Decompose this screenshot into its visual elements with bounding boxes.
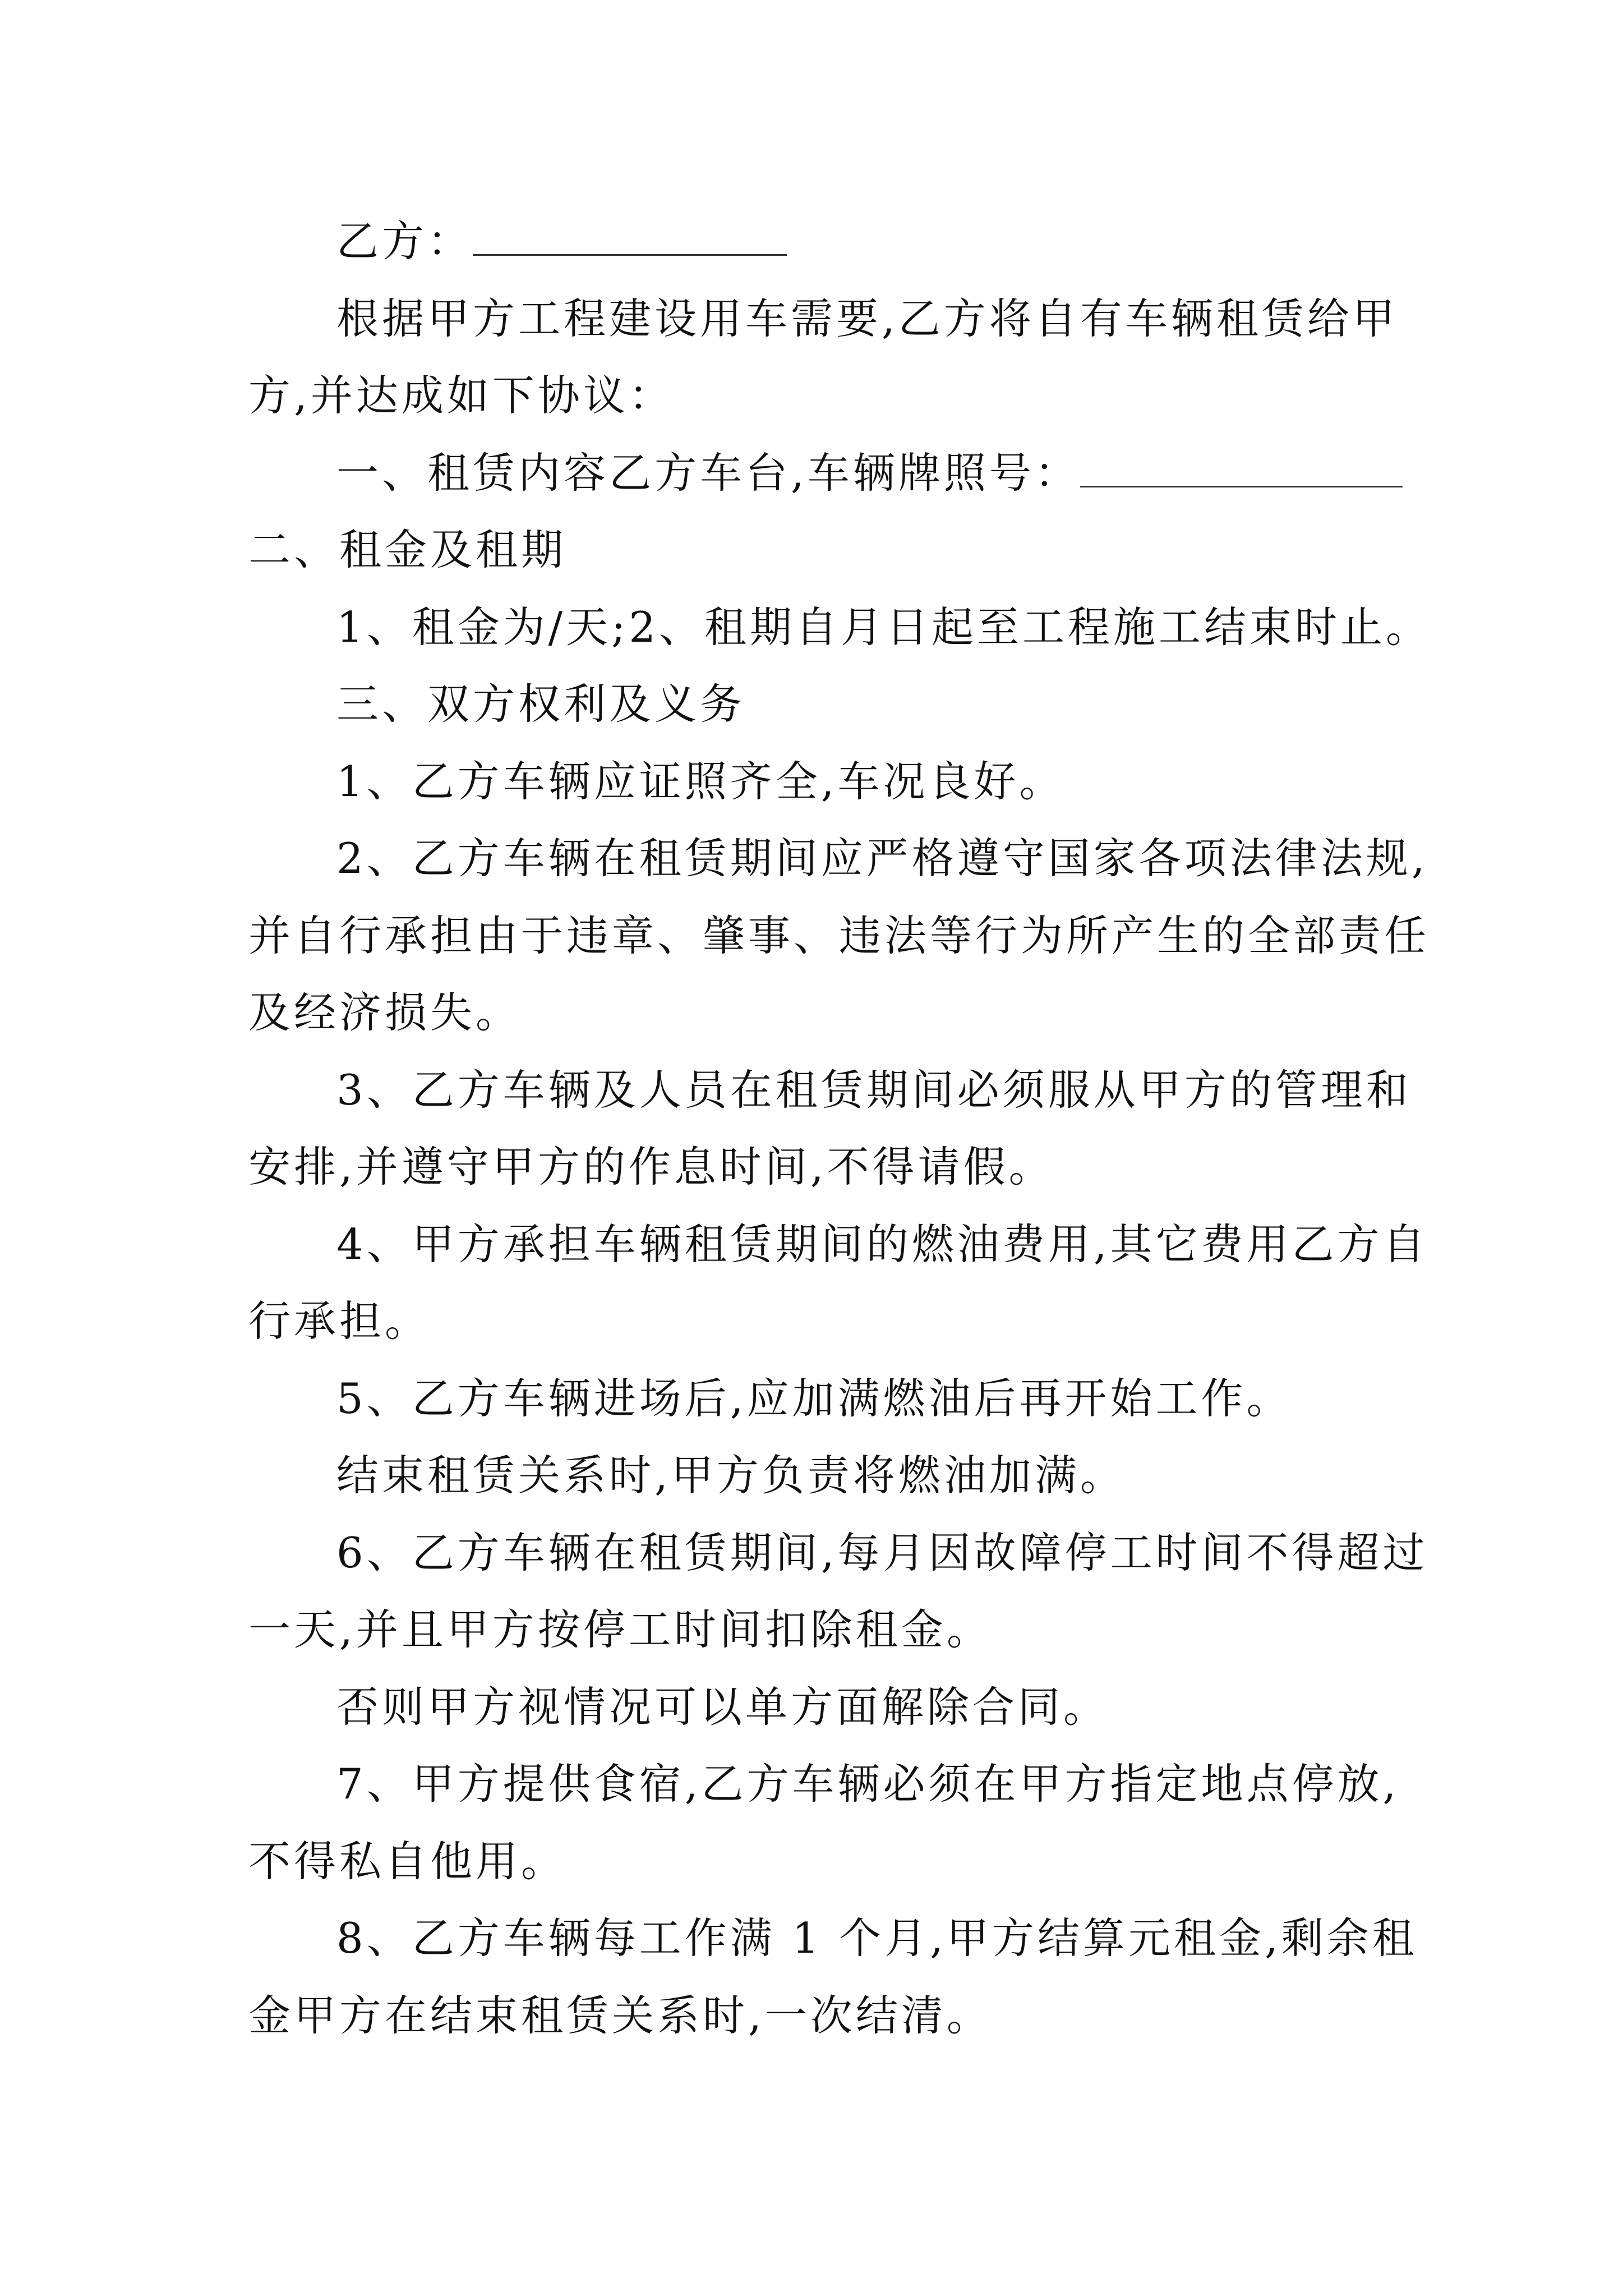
- party-b-line: [336, 216, 1486, 266]
- clause6-line-1: 6、乙方车辆在租赁期间,每月因故障停工时间不得超过: [336, 1528, 1428, 1577]
- clause2-line-1: 2、乙方车辆在租赁期间应严格遵守国家各项法律法规,: [336, 834, 1428, 883]
- section2-item: 1、租金为/天;2、租期自月日起至工程施工结束时止。: [336, 602, 1431, 652]
- clause3-line-1: 3、乙方车辆及人员在租赁期间必须服从甲方的管理和: [336, 1065, 1412, 1115]
- intro-line-1: 根据甲方工程建设用车需要,乙方将自有车辆租赁给甲: [336, 294, 1398, 343]
- clause7-line-1: 7、甲方提供食宿,乙方车辆必须在甲方指定地点停放,: [336, 1759, 1400, 1809]
- clause4-line-1: 4、甲方承担车辆租赁期间的燃油费用,其它费用乙方自: [336, 1220, 1428, 1269]
- section1-line: [336, 448, 1486, 498]
- clause6-line-2: 一天,并且甲方按停工时间扣除租金。: [248, 1605, 992, 1654]
- section2-heading: 二、租金及租期: [248, 525, 567, 574]
- clause2-line-3: 及经济损失。: [248, 988, 522, 1037]
- clause3-line-2: 安排,并遵守甲方的作息时间,不得请假。: [248, 1142, 1054, 1191]
- intro-line-2: 方,并达成如下协议：: [248, 371, 674, 420]
- clause5-line-2: 结束租赁关系时,甲方负责将燃油加满。: [336, 1451, 1126, 1500]
- clause2-line-2: 并自行承担由于违章、肇事、违法等行为所产生的全部责任: [248, 911, 1430, 960]
- clause8-line-2: 金甲方在结束租赁关系时,一次结清。: [248, 1991, 992, 2040]
- clause5-line-1: 5、乙方车辆进场后,应加满燃油后再开始工作。: [336, 1374, 1292, 1423]
- party-b-blank-field: [473, 232, 787, 256]
- clause6-line-3: 否则甲方视情况可以单方面解除合同。: [336, 1682, 1109, 1732]
- clause1: 1、乙方车辆应证照齐全,车况良好。: [336, 757, 1065, 806]
- section3-heading: 三、双方权利及义务: [336, 679, 746, 729]
- clause4-line-2: 行承担。: [248, 1296, 431, 1346]
- license-plate-blank-field: [1080, 463, 1403, 487]
- clause7-line-2: 不得私自他用。: [248, 1837, 567, 1886]
- section1-text: 一、租赁内容乙方车台,车辆牌照号：: [336, 448, 1080, 498]
- party-b-label: 乙方：: [336, 217, 473, 266]
- clause8-line-1: 8、乙方车辆每工作满 1 个月,甲方结算元租金,剩余租: [336, 1913, 1418, 1963]
